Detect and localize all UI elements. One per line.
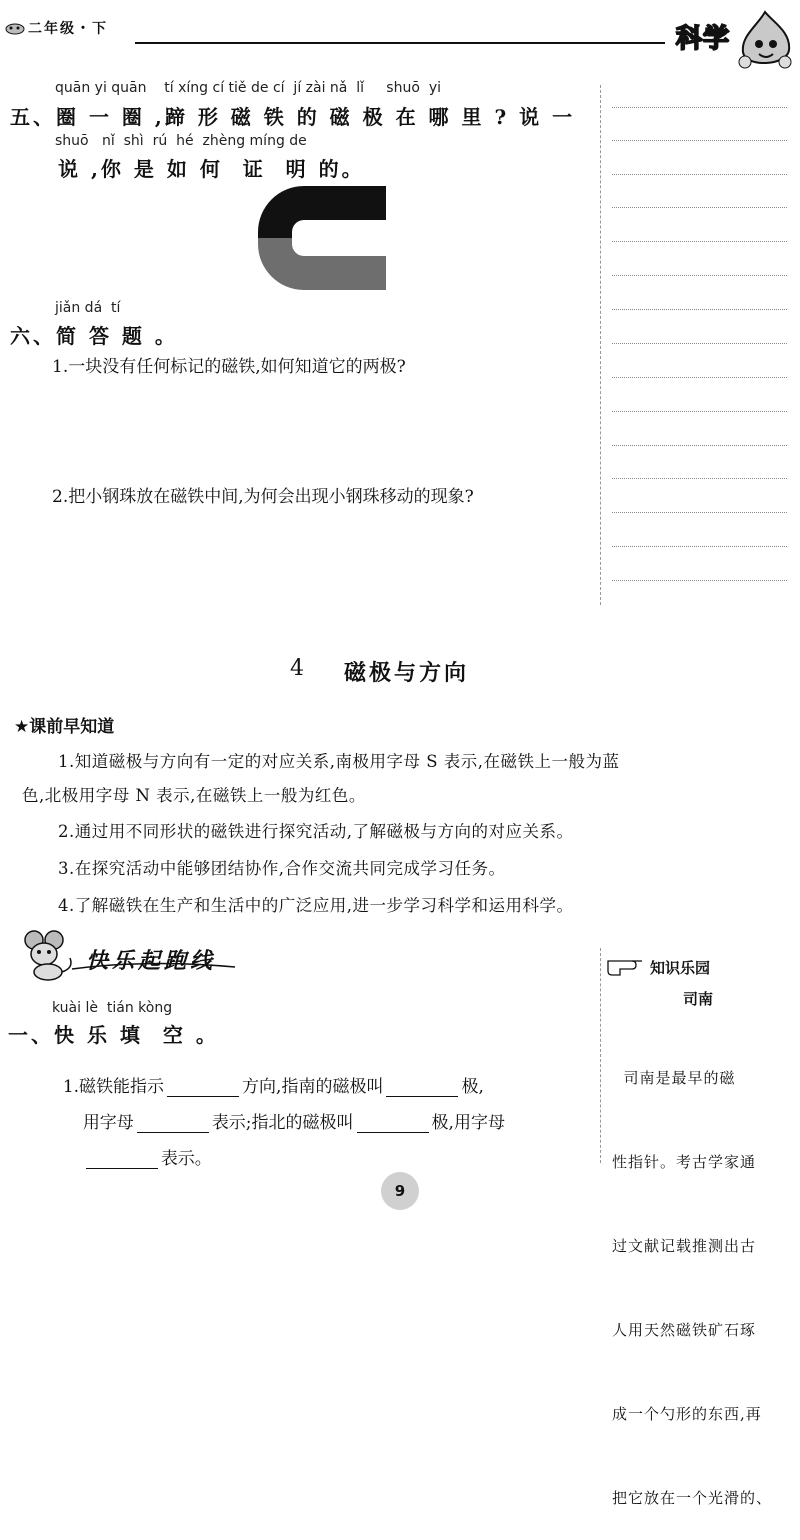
preview-p3: 3.在探究活动中能够团结协作,合作交流共同完成学习任务。 — [58, 859, 506, 878]
lesson-title: 磁极与方向 — [344, 661, 470, 686]
q6-item-2: 2.把小钢珠放在磁铁中间,为何会出现小钢珠移动的现象? — [52, 487, 474, 507]
header-mascot-left — [4, 20, 26, 34]
note-line — [612, 580, 787, 581]
q1-text: 用字母 — [82, 1113, 134, 1133]
answer-blank[interactable] — [86, 1151, 158, 1169]
note-line — [612, 546, 787, 547]
q6-pinyin: jiǎn dá tí — [55, 300, 121, 316]
note-line — [612, 377, 787, 378]
header-rule — [135, 42, 665, 44]
sidebar-line: 过文献记载推测出古 — [612, 1237, 757, 1255]
note-line — [612, 411, 787, 412]
sidebar-line: 人用天然磁铁矿石琢 — [612, 1321, 757, 1339]
page-number: 9 — [381, 1172, 419, 1210]
horseshoe-magnet-image — [258, 186, 386, 290]
banner-title: 快乐起跑线 — [86, 949, 217, 974]
preview-p1b: 色,北极用字母 N 表示,在磁铁上一般为红色。 — [22, 786, 366, 805]
preview-p1a: 1.知道磁极与方向有一定的对应关系,南极用字母 S 表示,在磁铁上一般为蓝 — [58, 752, 620, 771]
sidebar-label: 知识乐园 — [650, 959, 711, 977]
note-line — [612, 275, 787, 276]
note-line — [612, 343, 787, 344]
sidebar-line: 性指针。考古学家通 — [612, 1153, 757, 1171]
note-line — [612, 174, 787, 175]
note-line — [612, 241, 787, 242]
q1-text: 1.磁铁能指示 — [62, 1077, 165, 1097]
note-line — [612, 478, 787, 479]
q1-text: 极, — [461, 1077, 484, 1097]
preview-p2: 2.通过用不同形状的磁铁进行探究活动,了解磁极与方向的对应关系。 — [58, 822, 574, 841]
note-line — [612, 512, 787, 513]
answer-blank[interactable] — [357, 1115, 429, 1133]
lesson-number: 4 — [290, 656, 304, 681]
header-subject: 科学 — [676, 24, 731, 54]
sidebar-title: 司南 — [683, 990, 714, 1008]
q1-text: 方向,指南的磁极叫 — [242, 1077, 384, 1097]
q6-item-1: 1.一块没有任何标记的磁铁,如何知道它的两极? — [52, 357, 406, 377]
pointing-hand-icon — [606, 955, 646, 977]
q5-pinyin-1: quān yi quān tí xíng cí tiě de cí jí zài nǎ lǐ shuō yi — [55, 80, 441, 96]
note-line — [612, 309, 787, 310]
sidebar-line: 成一个勺形的东西,再 — [612, 1405, 762, 1423]
note-line — [612, 107, 787, 108]
q5-line-2: 说 ,你 是 如 何 证 明 的。 — [58, 157, 365, 181]
q6-title: 六、简 答 题 。 — [10, 324, 178, 348]
q1-line-3 — [72, 1124, 212, 1169]
sidebar-line: 把它放在一个光滑的、 — [612, 1489, 773, 1507]
q1-title: 一、快 乐 填 空 。 — [8, 1023, 219, 1047]
header-mascot-icon — [735, 8, 795, 73]
q5-pinyin-2: shuō nǐ shì rú hé zhèng míng de — [55, 133, 307, 149]
q5-line-1: 五、圈 一 圈 ,蹄 形 磁 铁 的 磁 极 在 哪 里 ? 说 一 — [10, 105, 576, 129]
q1-text: 极,用字母 — [431, 1113, 505, 1133]
q1-pinyin: kuài lè tián kòng — [52, 1000, 173, 1016]
preview-p4: 4.了解磁铁在生产和生活中的广泛应用,进一步学习科学和运用科学。 — [58, 896, 574, 915]
preview-title: ★课前早知道 — [14, 717, 115, 737]
note-line — [612, 140, 787, 141]
sidebar-line: 司南是最早的磁 — [612, 1069, 736, 1087]
notes-divider — [600, 85, 601, 605]
sidebar-body — [612, 1008, 772, 1540]
q1-text: 表示;指北的磁极叫 — [211, 1113, 354, 1133]
note-line — [612, 207, 787, 208]
note-line — [612, 445, 787, 446]
q1-text: 表示。 — [160, 1149, 212, 1169]
header-grade: 二年级・下 — [28, 21, 108, 37]
mouse-mascot-icon — [18, 928, 78, 983]
